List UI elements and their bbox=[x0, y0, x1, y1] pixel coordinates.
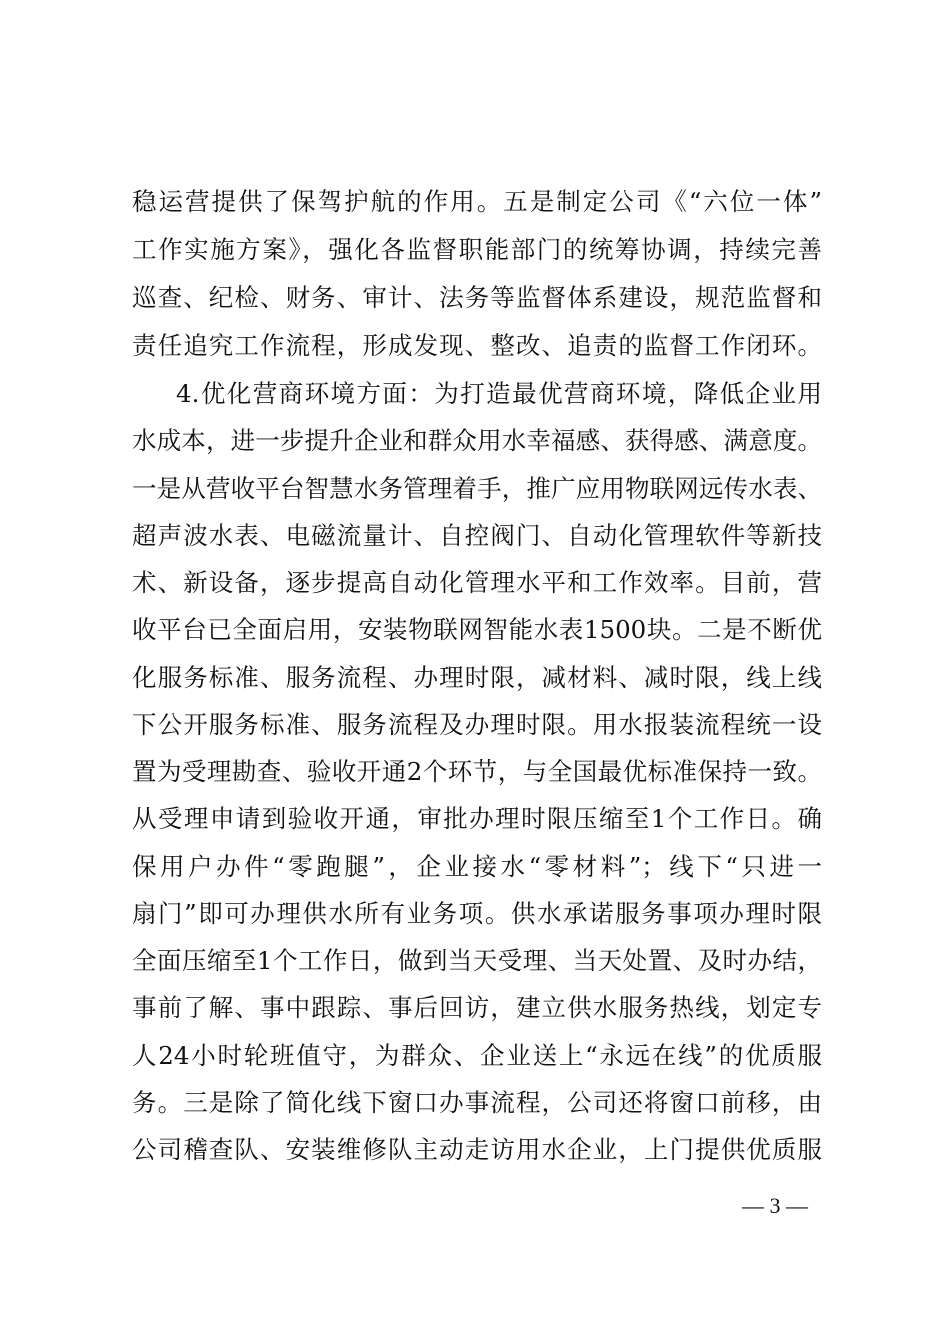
page-number: — 3 — bbox=[742, 1193, 808, 1218]
text-line: 置为受理勘查、验收开通2个环节，与全国最优标准保持一致。 bbox=[132, 757, 822, 786]
text-line: 稳运营提供了保驾护航的作用。五是制定公司《“六位一体” bbox=[132, 187, 822, 216]
text-line: 化服务标准、服务流程、办理时限，减材料、减时限，线上线 bbox=[132, 663, 822, 692]
text-line: 扇门”即可办理供水所有业务项。供水承诺服务事项办理时限 bbox=[132, 899, 822, 928]
text-line: 保用户办件“零跑腿”，企业接水“零材料”；线下“只进一 bbox=[132, 852, 822, 881]
text-line: 责任追究工作流程，形成发现、整改、追责的监督工作闭环。 bbox=[132, 331, 822, 360]
text-line: 工作实施方案》，强化各监督职能部门的统筹协调，持续完善 bbox=[132, 235, 822, 264]
text-line: 务。三是除了简化线下窗口办事流程，公司还将窗口前移，由 bbox=[132, 1088, 822, 1117]
text-line: 巡查、纪检、财务、审计、法务等监督体系建设，规范监督和 bbox=[132, 283, 822, 312]
text-line: 从受理申请到验收开通，审批办理时限压缩至1个工作日。确 bbox=[132, 804, 822, 833]
text-line: 收平台已全面启用，安装物联网智能水表1500块。二是不断优 bbox=[132, 615, 822, 644]
text-line: 超声波水表、电磁流量计、自控阀门、自动化管理软件等新技 bbox=[132, 521, 822, 550]
text-line: 事前了解、事中跟踪、事后回访，建立供水服务热线，划定专 bbox=[132, 993, 822, 1022]
text-line: 水成本，进一步提升企业和群众用水幸福感、获得感、满意度。 bbox=[132, 426, 822, 455]
text-line: 人24小时轮班值守，为群众、企业送上“永远在线”的优质服 bbox=[132, 1041, 822, 1070]
text-line: 全面压缩至1个工作日，做到当天受理、当天处置、及时办结， bbox=[132, 946, 822, 975]
text-line: 4.优化营商环境方面：为打造最优营商环境，降低企业用 bbox=[176, 379, 822, 408]
text-line: 一是从营收平台智慧水务管理着手，推广应用物联网远传水表、 bbox=[132, 474, 822, 503]
text-line: 术、新设备，逐步提高自动化管理水平和工作效率。目前，营 bbox=[132, 568, 822, 597]
text-line: 公司稽查队、安装维修队主动走访用水企业，上门提供优质服 bbox=[132, 1135, 822, 1164]
text-line: 下公开服务标准、服务流程及办理时限。用水报装流程统一设 bbox=[132, 710, 822, 739]
